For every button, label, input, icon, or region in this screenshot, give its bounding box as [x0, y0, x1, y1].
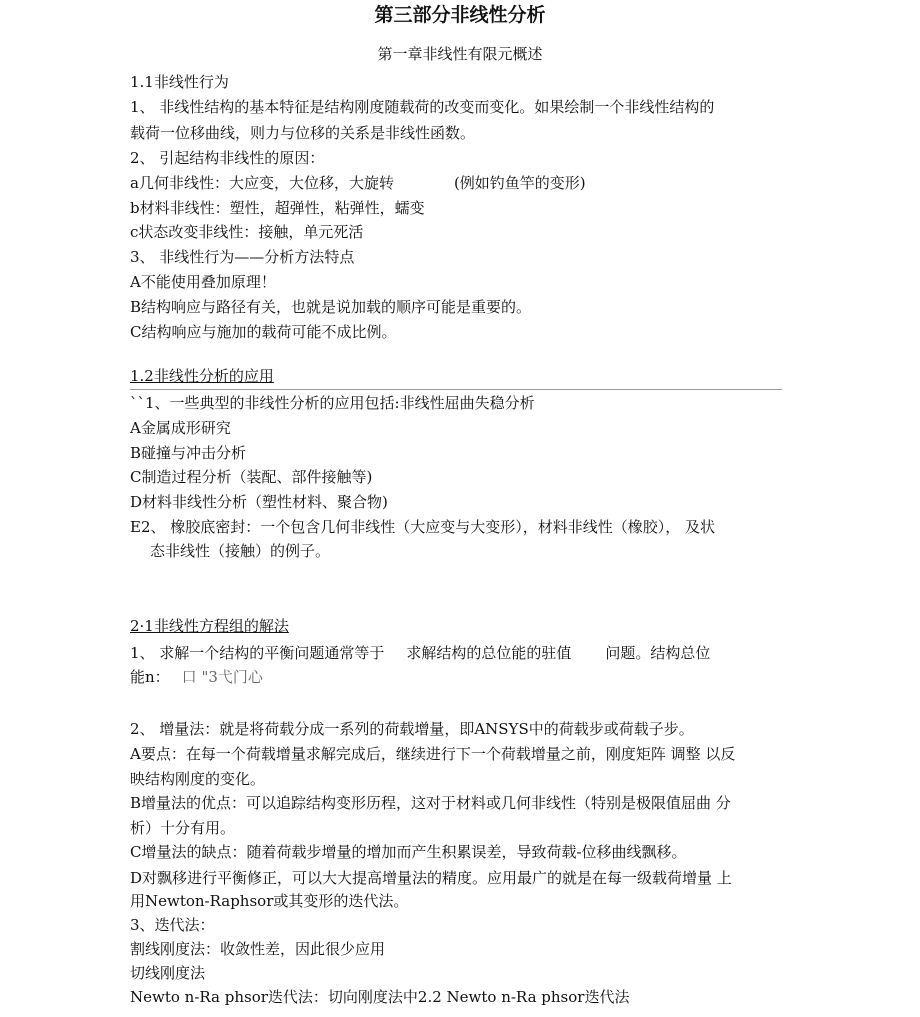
paragraph-line: A不能使用叠加原理！ — [130, 273, 276, 291]
paragraph-line — [130, 667, 263, 687]
garbled-formula: 口 "3弋门心 — [181, 668, 263, 686]
paragraph-line: b材料非线性：塑性，超弹性，粘弹性，蠕变 — [130, 199, 425, 217]
paragraph-line: E2、 橡胶底密封：一个包含几何非线性（大应变与大变形），材料非线性（橡胶）， 及状 — [130, 518, 716, 536]
paragraph-line: 2、 引起结构非线性的原因： — [130, 149, 325, 167]
paragraph-line: 2、 增量法：就是将荷载分成一系列的荷载增量，即ANSYS中的荷载步或荷载子步。 — [130, 720, 694, 738]
document-title: 第三部分非线性分析 — [374, 4, 546, 26]
paragraph-line: 3、 非线性行为——分析方法特点 — [130, 248, 355, 266]
paragraph-line: ``1、一些典型的非线性分析的应用包括:非线性屈曲失稳分析 — [130, 394, 535, 412]
section-heading-1-2: 1.2非线性分析的应用 — [130, 367, 274, 385]
text-span: 求解结构的总位能的驻值 — [406, 644, 572, 662]
paragraph-line: A金属成形研究 — [130, 419, 231, 437]
paragraph-line: B结构响应与路径有关，也就是说加载的顺序可能是重要的。 — [130, 298, 532, 316]
paragraph-line: 用Newton-Raphsor或其变形的迭代法。 — [130, 892, 409, 910]
text-span: 问题。结构总位 — [605, 644, 711, 662]
paragraph-line: 3、迭代法： — [130, 916, 215, 934]
paragraph-line — [130, 173, 586, 193]
paragraph-line: 1、 非线性结构的基本特征是结构刚度随载荷的改变而变化。如果绘制一个非线性结构的 — [130, 98, 715, 116]
paragraph-line — [130, 643, 710, 663]
example-note: (例如钓鱼竿的变形) — [453, 174, 586, 192]
paragraph-line: 析）十分有用。 — [130, 819, 236, 837]
text-span: 能n： — [130, 668, 170, 686]
paragraph-line: 映结构刚度的变化。 — [130, 770, 266, 788]
paragraph-line: C结构响应与施加的载荷可能不成比例。 — [130, 323, 397, 341]
paragraph-line: D材料非线性分析（塑性材料、聚合物) — [130, 493, 388, 511]
paragraph-line: 割线刚度法：收敛性差，因此很少应用 — [130, 940, 386, 958]
paragraph-line: B增量法的优点：可以追踪结构变形历程，这对于材料或几何非线性（特别是极限值屈曲 分 — [130, 794, 731, 812]
chapter-heading: 第一章非线性有限元概述 — [377, 45, 543, 63]
paragraph-line: 载荷一位移曲线，则力与位移的关系是非线性函数。 — [130, 124, 476, 142]
geometric-nonlinearity-text: a几何非线性：大应变，大位移，大旋转 — [130, 174, 394, 192]
section-heading-1-1: 1.1非线性行为 — [130, 73, 229, 91]
paragraph-line: 切线刚度法 — [130, 964, 206, 982]
paragraph-line: 态非线性（接触）的例子。 — [150, 542, 331, 560]
paragraph-line: C制造过程分析（装配、部件接触等) — [130, 468, 373, 486]
paragraph-line: C增量法的缺点：随着荷载步增量的增加而产生积累误差，导致荷载-位移曲线飘移。 — [130, 843, 687, 861]
section-heading-2-1: 2·1非线性方程组的解法 — [130, 617, 289, 635]
paragraph-line: B碰撞与冲击分析 — [130, 444, 247, 462]
paragraph-line: Newto n-Ra phsor迭代法：切向刚度法中2.2 Newto n-Ra phsor迭代法 — [130, 988, 630, 1006]
section-divider — [130, 389, 782, 390]
text-span: 1、 求解一个结构的平衡问题通常等于 — [130, 644, 385, 662]
paragraph-line: c状态改变非线性：接触，单元死活 — [130, 223, 364, 241]
paragraph-line: A要点：在每一个荷载增量求解完成后，继续进行下一个荷载增量之前，刚度矩阵 调整 以反 — [130, 745, 736, 763]
paragraph-line: D对飘移进行平衡修正，可以大大提高增量法的精度。应用最广的就是在每一级载荷增量 上 — [130, 869, 732, 887]
